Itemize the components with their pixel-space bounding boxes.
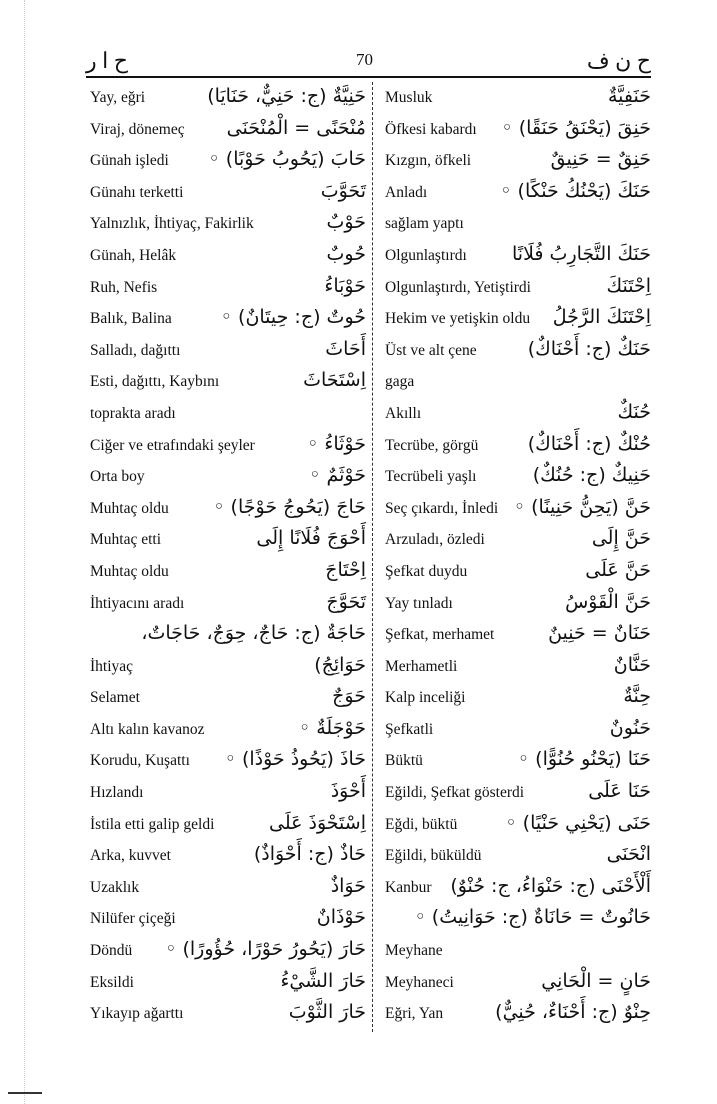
left-column: [90, 84, 366, 1032]
entry-arabic: حَاذٌ (ج: أَحْوَاذٌ): [253, 843, 366, 866]
entry-translation: Günah, Helâk: [90, 246, 177, 264]
dictionary-entry: [90, 590, 366, 622]
entry-translation: Tecrübe, görgü: [385, 436, 479, 454]
entry-arabic: حُوبٌ: [326, 242, 366, 265]
entry-translation: Kızgın, öfkeli: [385, 152, 472, 170]
entry-translation: Üst ve alt çene: [385, 341, 477, 359]
dictionary-entry: [90, 842, 366, 874]
entry-arabic: حَنَا عَلَى: [588, 780, 651, 803]
dictionary-entry: [385, 905, 651, 937]
entry-arabic: اِسْتَحَاثَ: [303, 369, 366, 392]
entry-translation: Meyhaneci: [385, 973, 454, 991]
dictionary-entry: [90, 305, 366, 337]
entry-arabic: حَوَاذٌ: [330, 874, 366, 897]
entry-arabic: حَاذَ (يَحُوذُ حَوْذًا) ◦: [224, 748, 366, 771]
dictionary-entry: [385, 842, 651, 874]
entry-translation: Korudu, Kuşattı: [90, 752, 190, 770]
entry-translation: Şefkatli: [385, 720, 434, 738]
dictionary-entry: [90, 147, 366, 179]
entry-arabic: حَارَ الثَّوْبَ: [288, 1001, 366, 1024]
dictionary-entry: [385, 274, 651, 306]
dictionary-entry: [90, 526, 366, 558]
dictionary-entry: [385, 779, 651, 811]
entry-arabic: حَانُوتٌ = حَانَاةٌ (ج: حَوَانِيتُ) ◦: [414, 906, 651, 929]
entry-translation: Şefkat duydu: [385, 562, 468, 580]
dictionary-entry: [90, 621, 366, 653]
dictionary-entry: [90, 747, 366, 779]
right-column: [385, 84, 651, 1032]
entry-arabic: حَنَكٌ (ج: أَحْنَاكٌ): [527, 337, 651, 360]
entry-translation: Altı kalın kavanoz: [90, 720, 205, 738]
entry-arabic: تَحَوَّبَ: [320, 179, 366, 202]
entry-translation: Musluk: [385, 89, 433, 106]
dictionary-entry: [90, 210, 366, 242]
entry-arabic: حِنْوٌ (ج: أَحْنَاءٌ، حُنِيٌّ): [495, 1001, 651, 1024]
page-header: [86, 44, 651, 74]
entry-translation: gaga: [385, 373, 415, 391]
dictionary-entry: [385, 337, 651, 369]
entry-translation: Arzuladı, özledi: [385, 531, 485, 549]
entry-translation: Döndü: [90, 942, 133, 960]
entry-arabic: أَحْوَذَ: [330, 780, 366, 803]
dictionary-entry: [385, 1000, 651, 1032]
entry-arabic: حَارَ الشَّيْءُ: [280, 969, 366, 992]
entry-arabic: اِحْتَاجَ: [325, 558, 366, 581]
dictionary-entry: [90, 937, 366, 969]
entry-arabic: حَنَّ عَلَى: [585, 558, 651, 581]
header-right-letters: ح ن ف: [586, 48, 651, 73]
dictionary-entry: [90, 495, 366, 527]
dictionary-entry: [90, 432, 366, 464]
entry-arabic: أَحْوَجَ فُلَانًا إِلَى: [256, 527, 366, 550]
entry-translation: Merhametli: [385, 657, 458, 675]
dictionary-entry: [385, 210, 651, 242]
entry-arabic: حَنَّ (يَحِنُّ حَنِينًا) ◦: [513, 495, 651, 518]
entry-translation: Uzaklık: [90, 878, 140, 896]
dictionary-entry: [90, 463, 366, 495]
column-divider: [372, 82, 373, 1032]
page-number: 70: [356, 50, 373, 69]
entry-arabic: حَوْجَلَةٌ ◦: [298, 716, 366, 739]
entry-translation: İhtiyacını aradı: [90, 594, 185, 612]
entry-translation: Anladı: [385, 183, 428, 201]
entry-arabic: اِحْتَنَكَ: [606, 274, 651, 297]
dictionary-entry: [385, 495, 651, 527]
entry-arabic: حَارَ (يَحُورُ حَوْرًا، حُؤُورًا) ◦: [165, 938, 366, 961]
entry-translation: Eksildi: [90, 973, 134, 991]
dictionary-entry: [90, 874, 366, 906]
entry-arabic: حَوَجٌ: [332, 685, 366, 708]
dictionary-entry: [385, 874, 651, 906]
dictionary-entry: [90, 716, 366, 748]
entry-translation: Orta boy: [90, 468, 145, 486]
dictionary-entry: [90, 400, 366, 432]
entry-translation: Tecrübeli yaşlı: [385, 468, 477, 486]
dictionary-entry: [385, 716, 651, 748]
dictionary-entry: [90, 84, 366, 116]
entry-arabic: حَوَائِجُ): [314, 653, 366, 676]
entry-translation: Yay, eğri: [90, 89, 146, 106]
entry-translation: Eğildi, Şefkat gösterdi: [385, 784, 525, 802]
dictionary-entry: [90, 337, 366, 369]
entry-arabic: حَاجَةٌ (ج: حَاجٌ، حِوَجٌ، حَاجَاتٌ،: [141, 622, 366, 645]
dictionary-entry: [90, 969, 366, 1001]
entry-arabic: حَوْبٌ: [326, 211, 366, 234]
entry-arabic: حَنَّ الْقَوْسُ: [565, 590, 651, 613]
dictionary-entry: [90, 179, 366, 211]
entry-arabic: اِسْتَحْوَذَ عَلَى: [269, 811, 366, 834]
header-rule: [86, 76, 651, 78]
entry-translation: Şefkat, merhamet: [385, 626, 495, 644]
dictionary-entry: [385, 969, 651, 1001]
entry-arabic: حَنِقَ (يَحْنَقُ حَنَقًا) ◦: [501, 116, 651, 139]
entry-arabic: حُوتٌ (ج: حِيتَانٌ) ◦: [220, 306, 366, 329]
entry-arabic: حَنَفِيَّةٌ: [607, 85, 651, 107]
dictionary-entry: [90, 811, 366, 843]
entry-arabic: حَانٍ = الْحَانِي: [541, 969, 651, 992]
dictionary-entry: [385, 368, 651, 400]
dictionary-entry: [385, 84, 651, 116]
dictionary-entry: [385, 179, 651, 211]
dictionary-entry: [90, 779, 366, 811]
entry-arabic: حَنَا (يَحْنُو حُنُوًّا) ◦: [517, 748, 651, 771]
dictionary-entry: [90, 653, 366, 685]
entry-arabic: حَنُونٌ: [609, 716, 651, 739]
header-left-letters: ح ا ر: [86, 48, 128, 73]
dictionary-entry: [385, 242, 651, 274]
entry-arabic: حُنْكٌ (ج: أَحْنَاكٌ): [527, 432, 651, 455]
entry-translation: Günahı terketti: [90, 183, 184, 201]
entry-arabic: حَابَ (يَحُوبُ حَوْبًا) ◦: [208, 148, 366, 171]
entry-arabic: حَوْثَاءُ ◦: [307, 432, 366, 455]
dictionary-entry: [385, 937, 651, 969]
page-edge-line: [24, 0, 25, 1104]
dictionary-entry: [90, 684, 366, 716]
dictionary-entry: [385, 526, 651, 558]
entry-arabic: اِحْتَنَكَ الرَّجُلُ: [552, 306, 651, 329]
entry-translation: Salladı, dağıttı: [90, 341, 181, 359]
dictionary-entry: [90, 1000, 366, 1032]
dictionary-entry: [385, 811, 651, 843]
entry-translation: Günah işledi: [90, 152, 169, 170]
entry-arabic: حَوْبَاءُ: [324, 274, 366, 297]
entry-translation: Eğdi, büktü: [385, 815, 458, 833]
entry-arabic: حَنَى (يَحْنِي حَنْيًا) ◦: [505, 811, 651, 834]
entry-translation: Öfkesi kabardı: [385, 120, 477, 138]
dictionary-entry: [90, 274, 366, 306]
entry-arabic: حَنِيكٌ (ج: حُنُكٌ): [532, 464, 651, 487]
entry-translation: toprakta aradı: [90, 404, 176, 422]
dictionary-entry: [385, 463, 651, 495]
entry-translation: Yay tınladı: [385, 594, 453, 612]
entry-arabic: حَنِقٌ = حَنِيقٌ: [550, 148, 651, 171]
entry-translation: sağlam yaptı: [385, 215, 464, 233]
entry-arabic: حَنَانٌ = حَنِينٌ: [548, 622, 651, 645]
entry-translation: Nilüfer çiçeği: [90, 910, 176, 928]
entry-translation: Eğri, Yan: [385, 1005, 444, 1023]
dictionary-entry: [385, 432, 651, 464]
dictionary-entry: [90, 116, 366, 148]
entry-translation: Esti, dağıttı, Kaybını: [90, 373, 220, 391]
entry-translation: Muhtaç oldu: [90, 499, 169, 517]
entry-translation: Büktü: [385, 752, 423, 770]
entry-arabic: حَنَكَ التَّجَارِبُ فُلَانًا: [512, 242, 651, 265]
entry-arabic: حَنِيَّةٌ (ج: حَنِيٌّ، حَنَايَا): [207, 85, 366, 107]
entry-arabic: حَوْذَانٌ: [316, 906, 366, 929]
entry-arabic: حَنَّانٌ: [613, 653, 651, 676]
entry-translation: Olgunlaştırdı, Yetiştirdi: [385, 278, 531, 296]
entry-arabic: مُنْحَنًى = الْمُنْحَنَى: [226, 116, 366, 139]
dictionary-entry: [385, 684, 651, 716]
entry-arabic: تَحَوَّجَ: [326, 590, 366, 613]
entry-translation: Meyhane: [385, 942, 443, 960]
entry-translation: Yalnızlık, İhtiyaç, Fakirlik: [90, 215, 254, 233]
entry-translation: Balık, Balina: [90, 310, 172, 328]
margin-mark: [8, 1092, 42, 1094]
entry-translation: Hekim ve yetişkin oldu: [385, 310, 531, 328]
dictionary-entry: [385, 400, 651, 432]
entry-arabic: حُنَكٌ: [617, 400, 651, 423]
entry-translation: Muhtaç etti: [90, 531, 162, 549]
entry-translation: Muhtaç oldu: [90, 562, 169, 580]
dictionary-entry: [385, 590, 651, 622]
entry-translation: Selamet: [90, 689, 140, 707]
entry-translation: Viraj, dönemeç: [90, 120, 185, 138]
dictionary-entry: [385, 621, 651, 653]
entry-translation: Seç çıkardı, İnledi: [385, 499, 499, 517]
dictionary-entry: [90, 558, 366, 590]
dictionary-entry: [90, 368, 366, 400]
entry-translation: Kalp inceliği: [385, 689, 466, 707]
entry-translation: İstila etti galip geldi: [90, 815, 215, 833]
entry-translation: Ruh, Nefis: [90, 278, 158, 296]
dictionary-entry: [385, 305, 651, 337]
dictionary-entry: [385, 147, 651, 179]
dictionary-entry: [385, 653, 651, 685]
entry-arabic: انْحَنَى: [606, 843, 651, 866]
entry-translation: Akıllı: [385, 404, 422, 422]
dictionary-entry: [90, 242, 366, 274]
entry-translation: Yıkayıp ağarttı: [90, 1005, 184, 1023]
entry-arabic: حَنَكَ (يَحْنُكُ حَنْكًا) ◦: [500, 179, 651, 202]
entry-translation: İhtiyaç: [90, 657, 134, 675]
entry-translation: Kanbur: [385, 878, 432, 896]
entry-translation: Ciğer ve etrafındaki şeyler: [90, 436, 255, 454]
entry-arabic: حَنَّ إِلَى: [591, 527, 651, 550]
entry-translation: Eğildi, büküldü: [385, 847, 482, 865]
entry-translation: Arka, kuvvet: [90, 847, 171, 865]
entry-arabic: حَاجَ (يَحُوجُ حَوْجًا) ◦: [213, 495, 366, 518]
dictionary-entry: [385, 747, 651, 779]
dictionary-entry: [385, 116, 651, 148]
entry-arabic: أَلْأَحْنَى (ج: حَنْوَاءُ، ج: حُنْوٌ): [450, 874, 651, 897]
entry-translation: Olgunlaştırdı: [385, 246, 467, 264]
entry-translation: Hızlandı: [90, 784, 144, 802]
entry-arabic: حَوْثَمٌ ◦: [309, 464, 366, 487]
entry-arabic: حِنَّةٌ: [623, 685, 651, 708]
entry-arabic: أَحَاثَ: [325, 337, 366, 360]
dictionary-entry: [385, 558, 651, 590]
dictionary-entry: [90, 905, 366, 937]
